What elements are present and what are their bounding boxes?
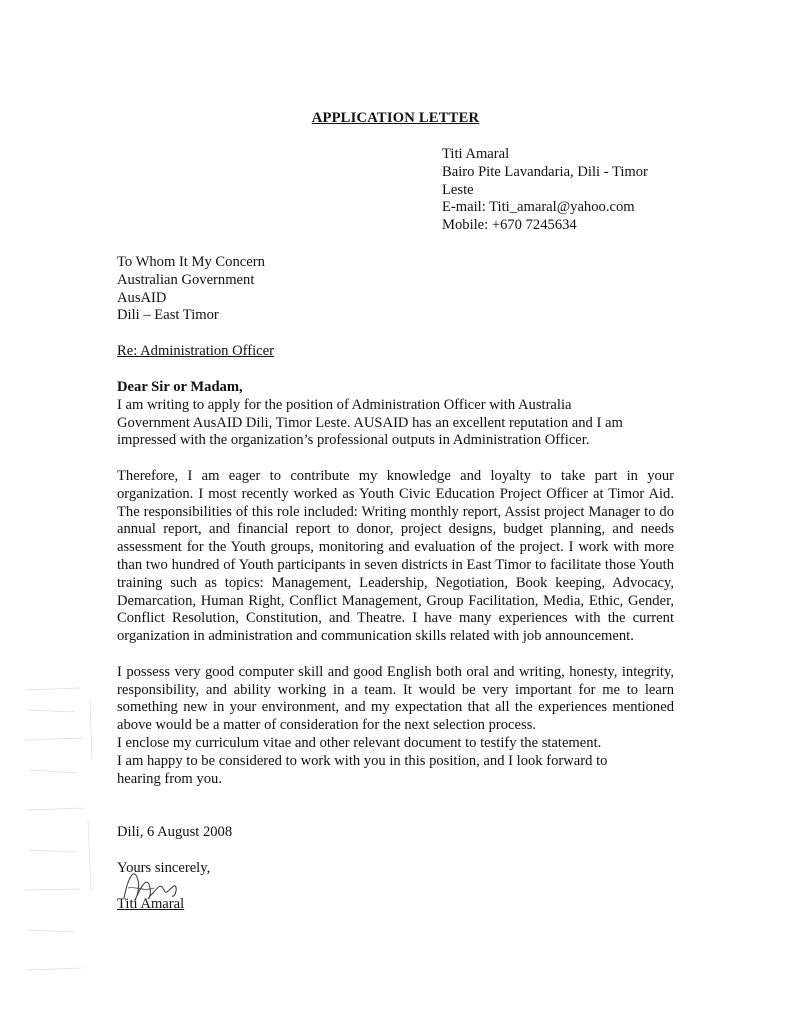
sender-address-line1: Bairo Pite Lavandaria, Dili - Timor bbox=[442, 163, 648, 180]
letter-body bbox=[117, 379, 674, 788]
subject-line: Re: Administration Officer bbox=[117, 343, 274, 359]
sender-name: Titi Amaral bbox=[442, 146, 510, 162]
paragraph1-line2: Government AusAID Dili, Timor Leste. AUSAID has an excellent reputation and I am bbox=[117, 414, 623, 431]
recipient-line1: To Whom It My Concern bbox=[117, 254, 265, 270]
recipient-line4: Dili – East Timor bbox=[117, 307, 219, 324]
letter-date: Dili, 6 August 2008 bbox=[117, 824, 233, 840]
paragraph3: I possess very good computer skill and good English both oral and writing, honesty, integrity, responsibility, and ability working in a team. It would be very important for me to learn something new in your environment, and my expectation that all the experiences mentioned above would be a matter of consideration for the next selection process. bbox=[117, 663, 674, 734]
recipient-line3: AusAID bbox=[117, 289, 167, 306]
enclosure-statement: I enclose my curriculum vitae and other relevant document to testify the statement. bbox=[117, 734, 602, 751]
salutation: Dear Sir or Madam, bbox=[117, 379, 243, 395]
sender-address-line2: Leste bbox=[442, 181, 474, 198]
paragraph1-line1: I am writing to apply for the position of Administration Officer with Australia bbox=[117, 396, 572, 413]
recipient-block bbox=[117, 254, 265, 325]
sender-mobile: Mobile: +670 7245634 bbox=[442, 217, 577, 234]
valediction: Yours sincerely, bbox=[117, 860, 211, 876]
recipient-line2: Australian Government bbox=[117, 271, 255, 288]
faded-stamp-mark bbox=[20, 670, 110, 1000]
paragraph1-line3: impressed with the organization’s professional outputs in Administration Officer. bbox=[117, 432, 590, 449]
signer-name: Titi Amaral bbox=[117, 896, 185, 912]
closing-line1: I am happy to be considered to work with you in this position, and I look forward to bbox=[117, 752, 608, 769]
paragraph2: Therefore, I am eager to contribute my knowledge and loyalty to take part in your organization. I most recently worked as Youth Civic Education Project Officer at Timor Aid. The responsibilities of this role included: Writing monthly report, Assist project Manager to do annual report, and financial report to donor, project designs, budget planning, and needs assessment for the Youth groups, monitoring and evaluation of the project. I work with more than two hundred of Youth participants in seven districts in East Timor to facilitate those Youth training such as topics: Management, Leadership, Negotiation, Book keeping, Advocacy, Demarcation, Human Right, Conflict Management, Group Facilitation, Media, Ethic, Gender, Conflict Resolution, Constitution, and Theatre. I have many experiences with the current organization in administration and communication skills related with job announcement. bbox=[117, 467, 674, 645]
sender-block bbox=[442, 146, 682, 235]
sender-email: E-mail: Titi_amaral@yahoo.com bbox=[442, 199, 635, 216]
letter-title: APPLICATION LETTER bbox=[311, 110, 480, 126]
closing-line2: hearing from you. bbox=[117, 770, 222, 787]
